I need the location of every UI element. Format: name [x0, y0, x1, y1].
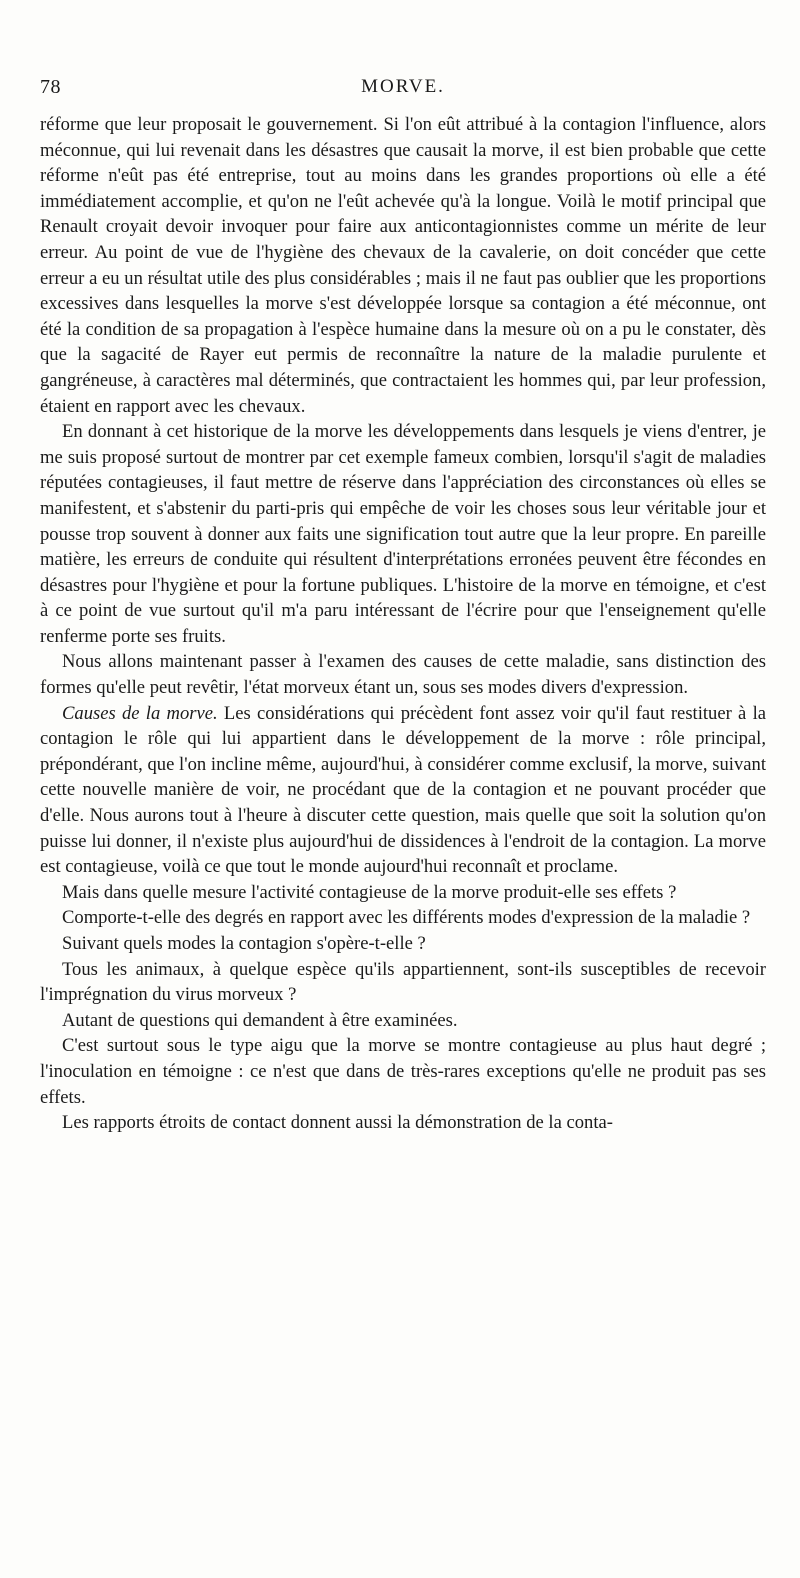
paragraph: [40, 1033, 766, 1110]
paragraph: [40, 112, 766, 419]
paragraph: [40, 1110, 766, 1136]
paragraph: [40, 880, 766, 906]
paragraph: [40, 1008, 766, 1034]
paragraph-text: Tous les animaux, à quelque espèce qu'ils appartiennent, sont-ils susceptibles de recevoir l'imprégnation du virus morveux ?: [40, 958, 766, 1006]
paragraph-text: C'est surtout sous le type aigu que la morve se montre contagieuse au plus haut degré ; l'inoculation en témoigne : ce n'est que dans de très-rares exceptions qu'elle ne produit pas ses effets.: [40, 1035, 766, 1108]
paragraph: [40, 701, 766, 880]
page-number: 78: [40, 76, 61, 98]
paragraph-text: Les rapports étroits de contact donnent aussi la démonstration de la conta-: [62, 1112, 613, 1134]
paragraph-text: Comporte-t-elle des degrés en rapport avec les différents modes d'expression de la maladie ?: [62, 907, 751, 929]
paragraph-text: En donnant à cet historique de la morve les développements dans lesquels je viens d'entrer, je me suis proposé surtout de montrer par cet exemple fameux combien, lorsqu'il s'agit de maladies réputées contagieuses, il faut mettre de réserve dans l'appréciation des circonstances où elles se manifestent, et s'abstenir du parti-pris qui empêche de voir les choses sous leur véritable jour et pousse trop souvent à donner aux faits une signification tout autre que la leur propre. En pareille matière, les erreurs de conduite qui résultent d'interprétations erronées peuvent être fécondes en désastres pour l'hygiène et pour la fortune publiques. L'histoire de la morve en témoigne, et c'est à ce point de vue surtout qu'il m'a paru intéressant de l'écrire pour que l'enseignement qu'elle renferme porte ses fruits.: [40, 421, 766, 647]
paragraph: [40, 419, 766, 649]
paragraph: [40, 957, 766, 1008]
running-title: MORVE.: [361, 76, 445, 97]
paragraph: [40, 649, 766, 700]
section-lead: Causes de la morve.: [62, 702, 218, 724]
paragraph-text: Suivant quels modes la contagion s'opère-t-elle ?: [62, 933, 426, 954]
paragraph-text: Mais dans quelle mesure l'activité contagieuse de la morve produit-elle ses effets ?: [62, 881, 677, 903]
paragraph-text: Les considérations qui précèdent font assez voir qu'il faut restituer à la contagion le rôle qui lui appartient dans le développement de la morve : rôle principal, prépondérant, que l'on incline même, aujourd'hui, à considérer comme exclusif, la morve, suivant cette nouvelle manière de voir, ne procédant que de la contagion et ne pouvant procéder que d'elle. Nous aurons tout à l'heure à discuter cette question, mais quelle que soit la solution qu'on puisse lui donner, il n'existe plus aujourd'hui de dissidences à l'endroit de la contagion. La morve est contagieuse, voilà ce que tout le monde aujourd'hui reconnaît et proclame.: [40, 702, 766, 878]
body-text: [40, 112, 766, 1136]
page-header: [40, 76, 766, 106]
paragraph-text: réforme que leur proposait le gouvernement. Si l'on eût attribué à la contagion l'influence, alors méconnue, qui lui revenait dans les désastres que causait la morve, il est bien probable que cette réforme n'eût pas été entreprise, tout au moins dans les grandes proportions où elle a été immédiatement accomplie, et qu'on ne l'eût achevée qu'à la longue. Voilà le motif principal que Renault croyait devoir invoquer pour faire aux anticontagionnistes comme un mérite de leur erreur. Au point de vue de l'hygiène des chevaux de la cavalerie, on doit concéder que cette erreur a eu un résultat utile des plus considérables ; mais il ne faut pas oublier que les proportions excessives dans lesquelles la morve s'est développée lorsque sa contagion a été méconnue, ont été la condition de sa propagation à l'espèce humaine dans la mesure où on a pu le constater, dès que la sagacité de Rayer eut permis de reconnaître la nature de la maladie purulente et gangréneuse, à caractères mal déterminés, que contractaient les hommes qui, par leur profession, étaient en rapport avec les chevaux.: [40, 114, 766, 417]
paragraph: [40, 931, 766, 957]
paragraph: [40, 905, 766, 931]
paragraph-text: Autant de questions qui demandent à être examinées.: [62, 1009, 458, 1031]
paragraph-text: Nous allons maintenant passer à l'examen des causes de cette maladie, sans distinction des formes qu'elle peut revêtir, l'état morveux étant un, sous ses modes divers d'expression.: [40, 651, 766, 699]
